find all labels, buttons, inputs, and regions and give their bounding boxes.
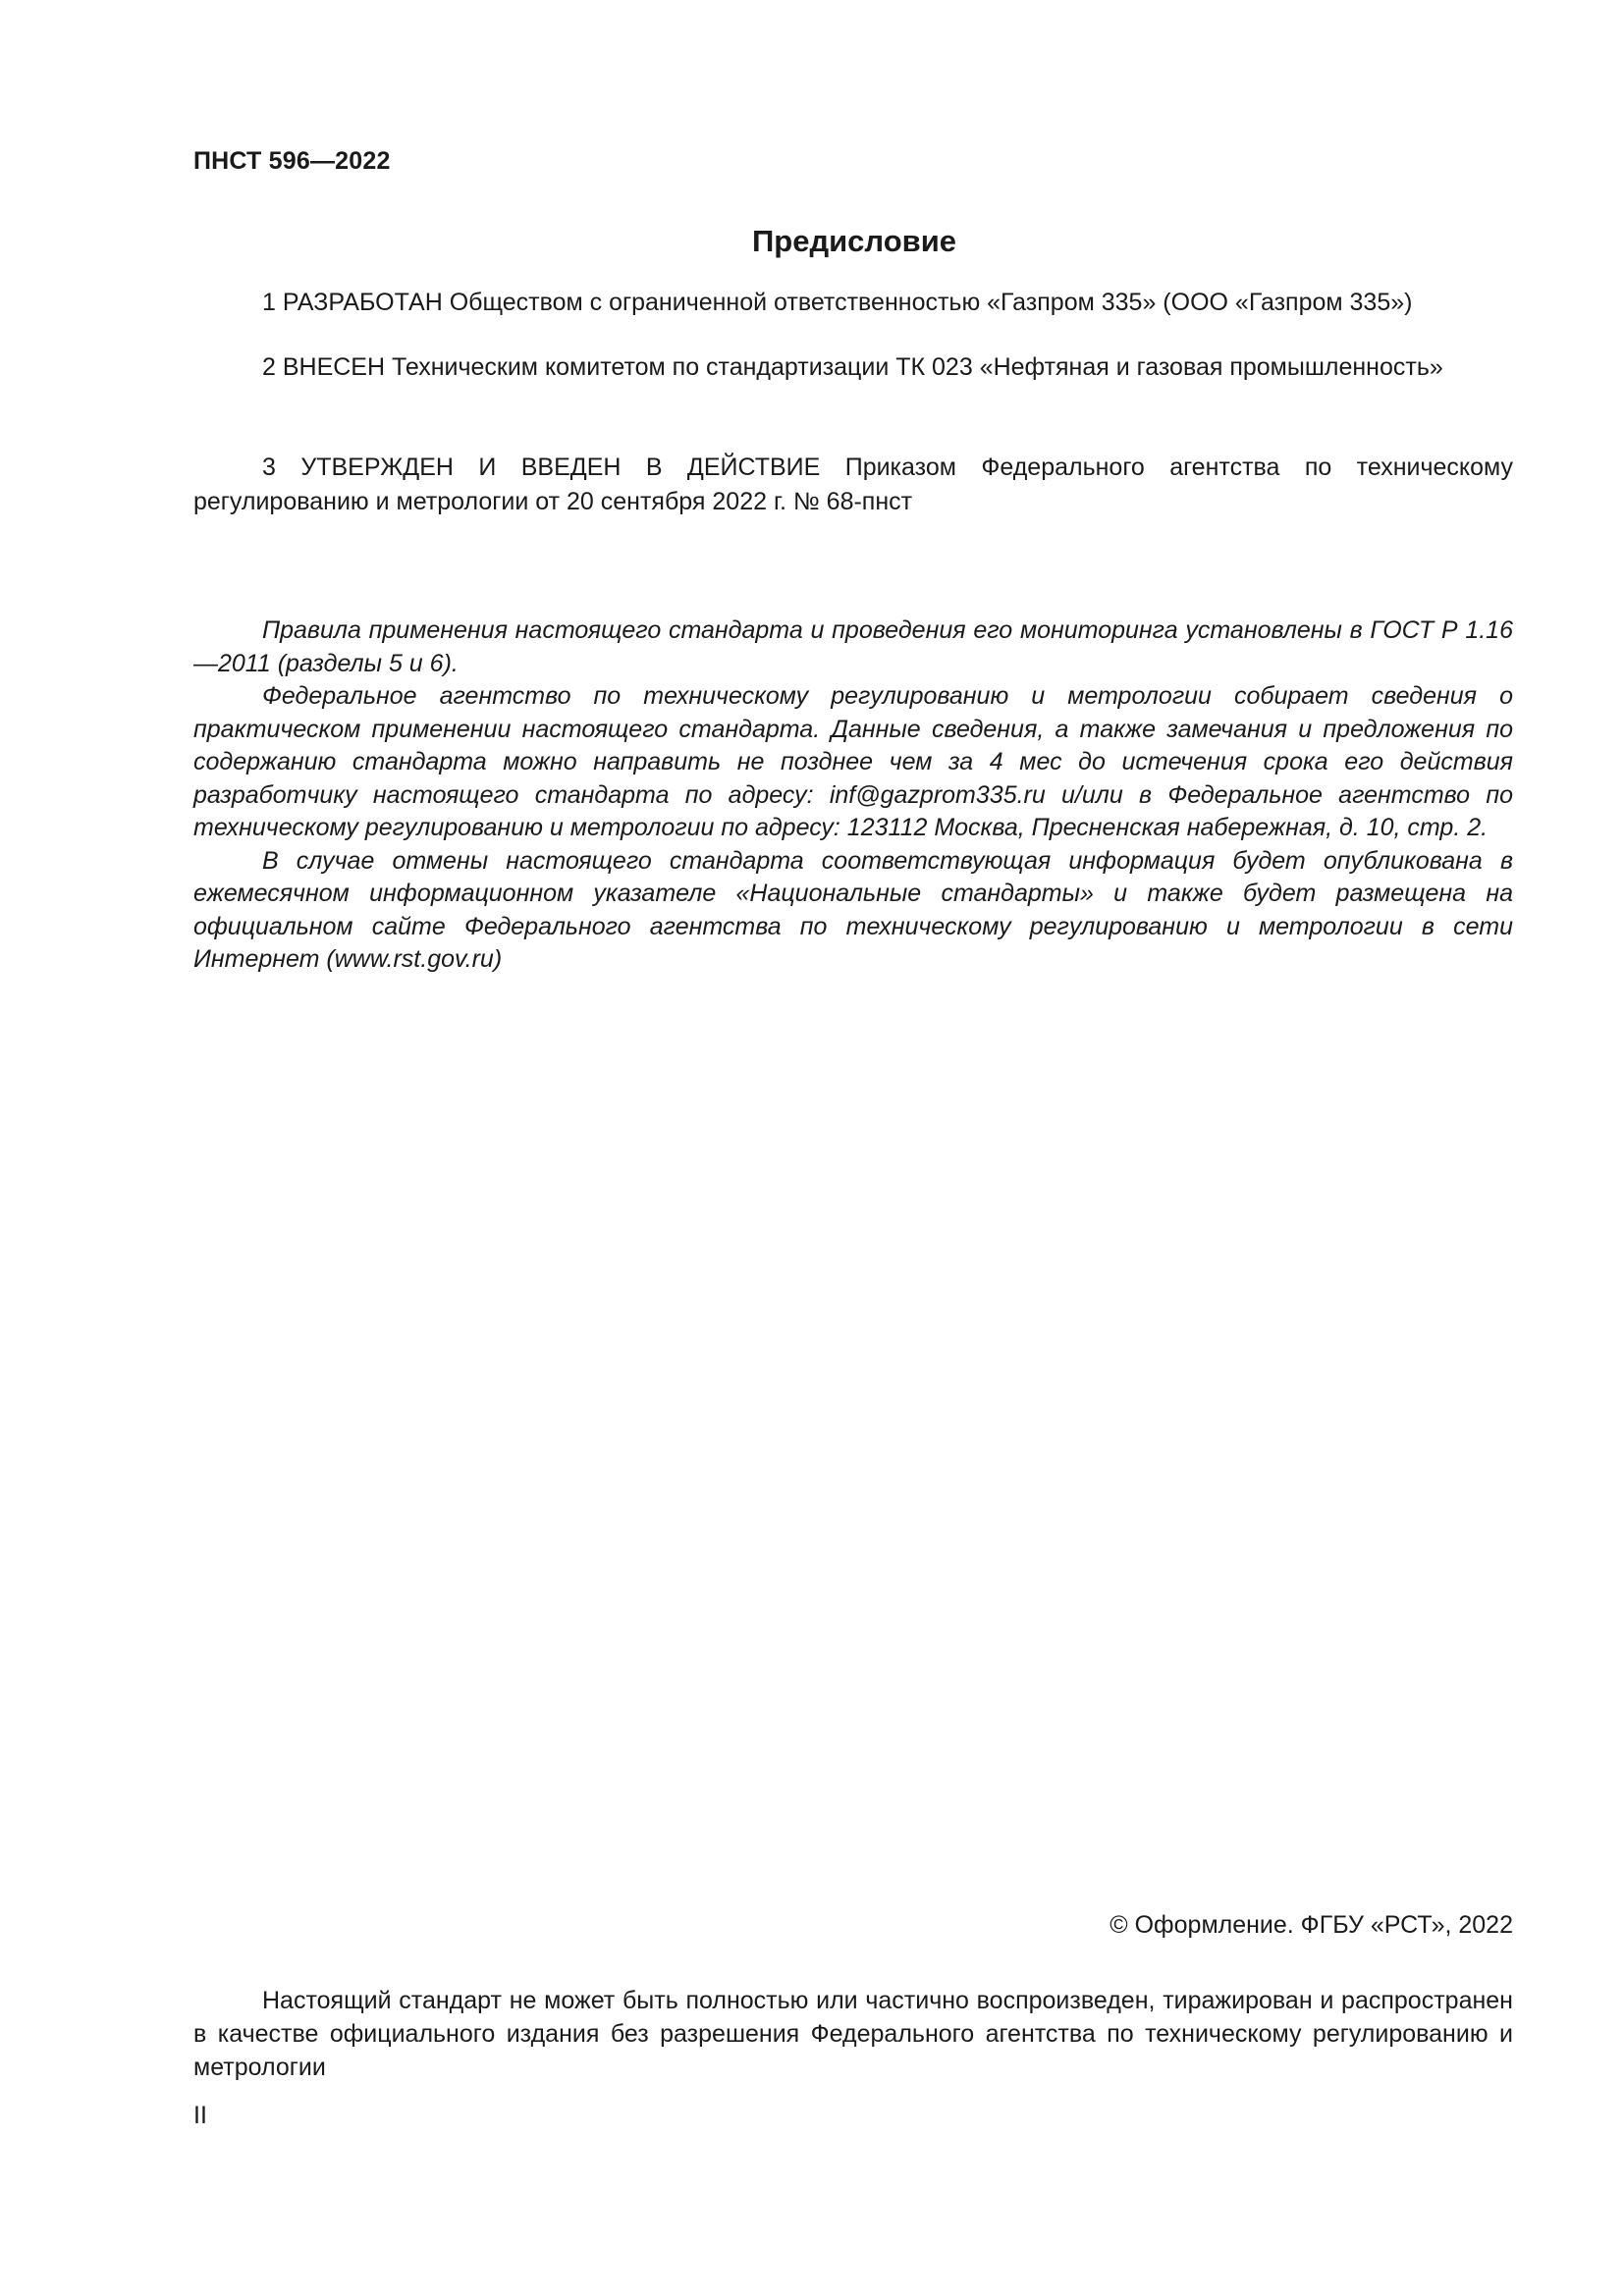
document-code: ПНСТ 596—2022: [193, 147, 391, 175]
foreword-item-1-text: 1 РАЗРАБОТАН Обществом с ограниченной ответственностью «Газпром 335» (ООО «Газпром 335»): [262, 289, 1413, 316]
rules-block: [193, 614, 1513, 977]
copyright-line: © Оформление. ФГБУ «РСТ», 2022: [1110, 1911, 1513, 1939]
foreword-item-1: [193, 286, 1513, 320]
foreword-item-2: [193, 350, 1513, 385]
page-title: Предисловие: [751, 224, 956, 258]
reproduction-notice-text: Настоящий стандарт не может быть полностью или частично воспроизведен, тиражирован и распространен в качестве официального издания без разрешения Федерального агентства по техническому регулированию и метрологии: [193, 1987, 1513, 2081]
rules-paragraph-1: Правила применения настоящего стандарта и проведения его мониторинга установлены в ГОСТ Р 1.16—2011 (разделы 5 и 6).: [193, 616, 1513, 677]
page-number: II: [193, 2102, 207, 2129]
foreword-item-3: [193, 451, 1513, 519]
reproduction-notice: [193, 1984, 1513, 2084]
rules-paragraph-2: Федеральное агентство по техническому регулированию и метрологии собирает сведения о практическом применении настоящего стандарта. Данные сведения, а также замечания и предложения по содержанию стандарта можно направить не позднее чем за 4 мес до истечения срока его действия разработчику настоящего стандарта по адресу: inf@gazprom335.ru и/или в Федеральное агентство по техническому регулированию и метрологии по адресу: 123112 Москва, Пресненская набережная, д. 10, стр. 2.: [193, 682, 1513, 841]
foreword-item-3-text: 3 УТВЕРЖДЕН И ВВЕДЕН В ДЕЙСТВИЕ Приказом Федерального агентства по техническому регулированию и метрологии от 20 сентября 2022 г. № 68-пнст: [193, 454, 1513, 515]
foreword-item-2-text: 2 ВНЕСЕН Техническим комитетом по стандартизации ТК 023 «Нефтяная и газовая промышленность»: [262, 353, 1443, 381]
rules-paragraph-3: В случае отмены настоящего стандарта соответствующая информация будет опубликована в ежемесячном информационном указателе «Национальные стандарты» и также будет размещена на официальном сайте Федерального агентства по техническому регулированию и метрологии в сети Интернет (www.rst.gov.ru): [193, 846, 1513, 973]
